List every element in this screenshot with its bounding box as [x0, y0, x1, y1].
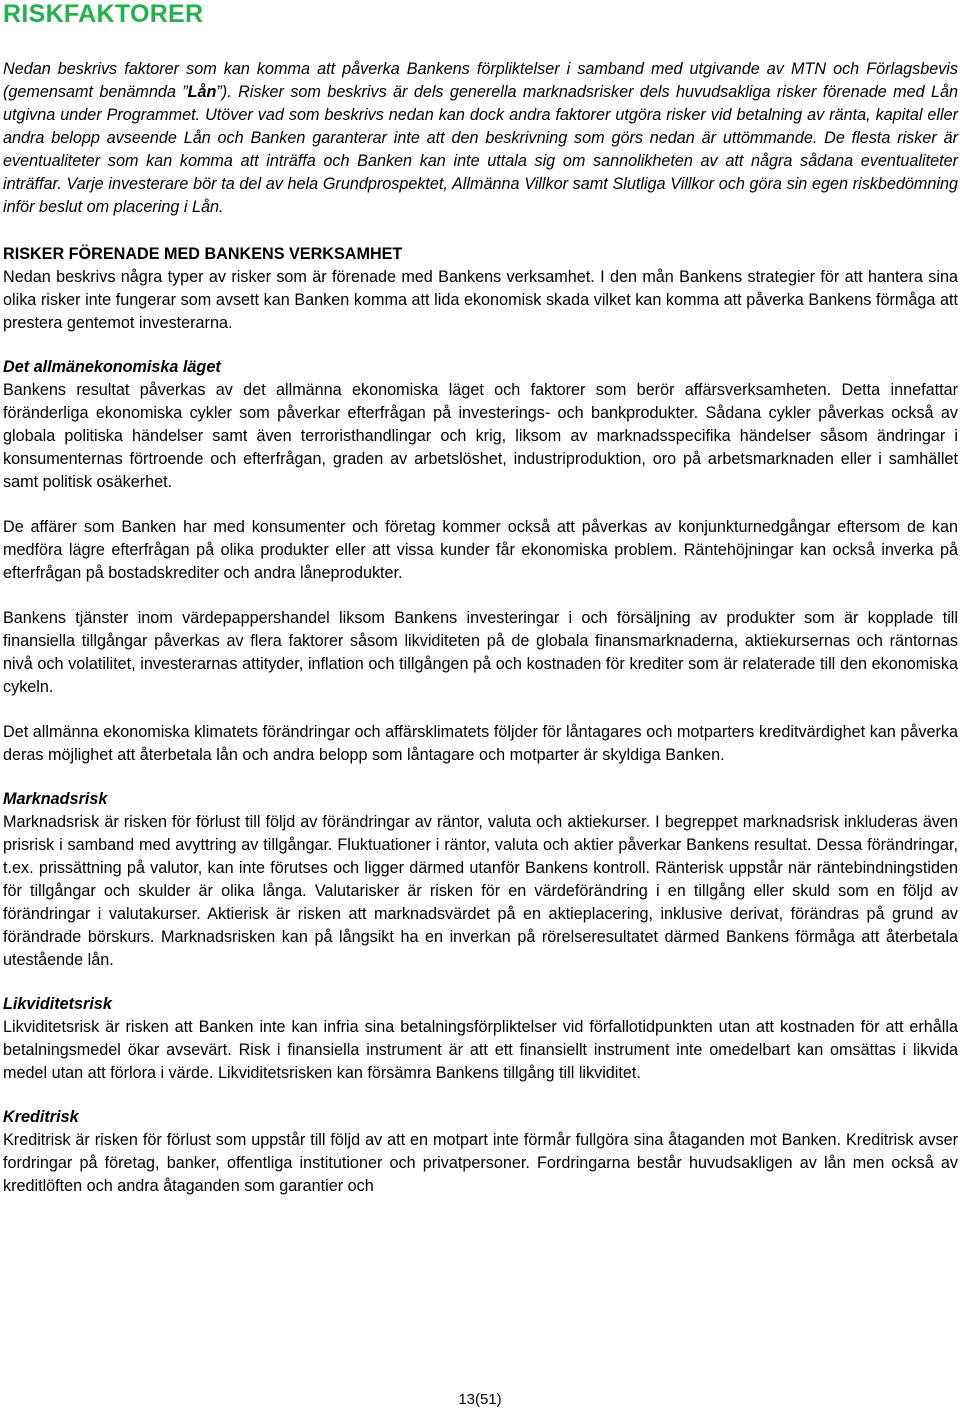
liquidity-risk-heading: Likviditetsrisk	[3, 995, 112, 1013]
market-risk-heading: Marknadsrisk	[3, 790, 108, 808]
page-title: RISKFAKTORER	[3, 0, 204, 28]
credit-risk-heading: Kreditrisk	[3, 1108, 79, 1126]
section-heading: RISKER FÖRENADE MED BANKENS VERKSAMHET	[3, 245, 403, 263]
intro-paragraph	[3, 58, 958, 219]
liquidity-risk-paragraph: Likviditetsrisk är risken att Banken inte kan infria sina betalningsförpliktelser vid förfallotidpunkten utan att kostnaden för att erhålla betalningsmedel ökar avsevärt. Risk i finansiella instrument är att ett finansiellt instrument inte omedelbart kan omsättas i likvida medel utan att förlora i värde. Likviditetsrisken kan försämra Bankens tillgång till likviditet.	[3, 1018, 958, 1082]
document-page	[3, 0, 958, 1198]
economy-paragraph-2: De affärer som Banken har med konsumenter och företag kommer också att påverkas av konjunkturnedgångar eftersom de kan medföra lägre efterfrågan på olika produkter eller att vissa kunder får ekonomiska problem. Räntehöjningar kan också inverka på efterfrågan på bostadskrediter och andra låneprodukter.	[3, 518, 958, 582]
intro-text-part2: ”). Risker som beskrivs är dels generella marknadsrisker dels huvudsakliga risker förenade med Lån utgivna under Programmet. Utöver vad som beskrivs nedan kan dock andra faktorer utgöra risker vid betalning av ränta, kapital eller andra belopp avseende Lån och Banken garanterar inte att den beskrivning som görs nedan är uttömmande. De flesta risker är eventualiteter som kan komma att inträffa och Banken kan inte uttala sig om sannolikheten av att några sådana eventualiteter inträffar. Varje investerare bör ta del av hela Grundprospektet, Allmänna Villkor samt Slutliga Villkor och göra sin egen riskbedömning inför beslut om placering i Lån.	[3, 83, 958, 216]
economy-paragraph-3: Bankens tjänster inom värdepappershandel liksom Bankens investeringar i och försäljning av produkter som är kopplade till finansiella tillgångar påverkas av flera faktorer såsom likviditeten på de globala finansmarknaderna, aktiekursernas och räntornas nivå och volatilitet, investerarnas attityder, inflation och tillgången på och kostnaden för krediter som är relaterade till den ekonomiska cykeln.	[3, 609, 958, 696]
intro-bold-term: Lån	[187, 83, 217, 101]
economy-paragraph-1: Bankens resultat påverkas av det allmänna ekonomiska läget och faktorer som berör affärsverksamheten. Detta innefattar föränderliga ekonomiska cykler som påverkar efterfrågan på investerings- och bankprodukter. Sådana cykler påverkas också av globala politiska händelser samt även terroristhandlingar och krig, liksom av marknadsspecifika händelser såsom ändringar i konsumenternas förtroende och efterfrågan, graden av arbetslöshet, industriproduktion, oro på arbetsmarknaden eller i samhället samt politisk osäkerhet.	[3, 381, 958, 491]
market-risk-paragraph: Marknadsrisk är risken för förlust till följd av förändringar av räntor, valuta och aktiekurser. I begreppet marknadsrisk inkluderas även prisrisk i samband med avyttring av tillgångar. Fluktuationer i räntor, valuta och aktier påverkar Bankens resultat. Dessa förändringar, t.ex. prissättning på valutor, kan inte förutses och ligger därmed utanför Bankens kontroll. Ränterisk uppstår när räntebindningstiden för tillgångar och skulder är olika långa. Valutarisker är risken för en värdeförändring i en tillgång eller skuld som en följd av förändringar i valutakurser. Aktierisk är risken att marknadsvärdet på en aktieplacering, inklusive derivat, förändras på grund av förändrade börskurs. Marknadsrisken kan på långsikt ha en inverkan på rörelseresultatet därmed Bankens förmåga att återbetala utestående lån.	[3, 813, 958, 969]
economy-paragraph-4: Det allmänna ekonomiska klimatets förändringar och affärsklimatets följder för låntagares och motparters kreditvärdighet kan påverka deras möjlighet att återbetala lån och andra belopp som låntagare och motparter är skyldiga Banken.	[3, 723, 958, 764]
economy-heading: Det allmänekonomiska läget	[3, 358, 221, 376]
credit-risk-paragraph: Kreditrisk är risken för förlust som uppstår till följd av att en motpart inte förmår fullgöra sina åtaganden mot Banken. Kreditrisk avser fordringar på företag, banker, offentliga institutioner och privatpersoner. Fordringarna består huvudsakligen av lån men också av kreditlöften och andra åtaganden som garantier och	[3, 1131, 958, 1195]
intro-text-part1: Nedan beskrivs faktorer som kan komma att påverka Bankens förpliktelser i samband med utgivande av MTN och Förlagsbevis (gemensamt benämnda ”	[3, 60, 958, 101]
page-number: 13(51)	[458, 1391, 502, 1408]
section-intro-paragraph: Nedan beskrivs några typer av risker som är förenade med Bankens verksamhet. I den mån Bankens strategier för att hantera sina olika risker inte fungerar som avsett kan Banken komma att lida ekonomisk skada vilket kan komma att påverka Bankens förmåga att prestera gentemot investerarna.	[3, 268, 958, 332]
